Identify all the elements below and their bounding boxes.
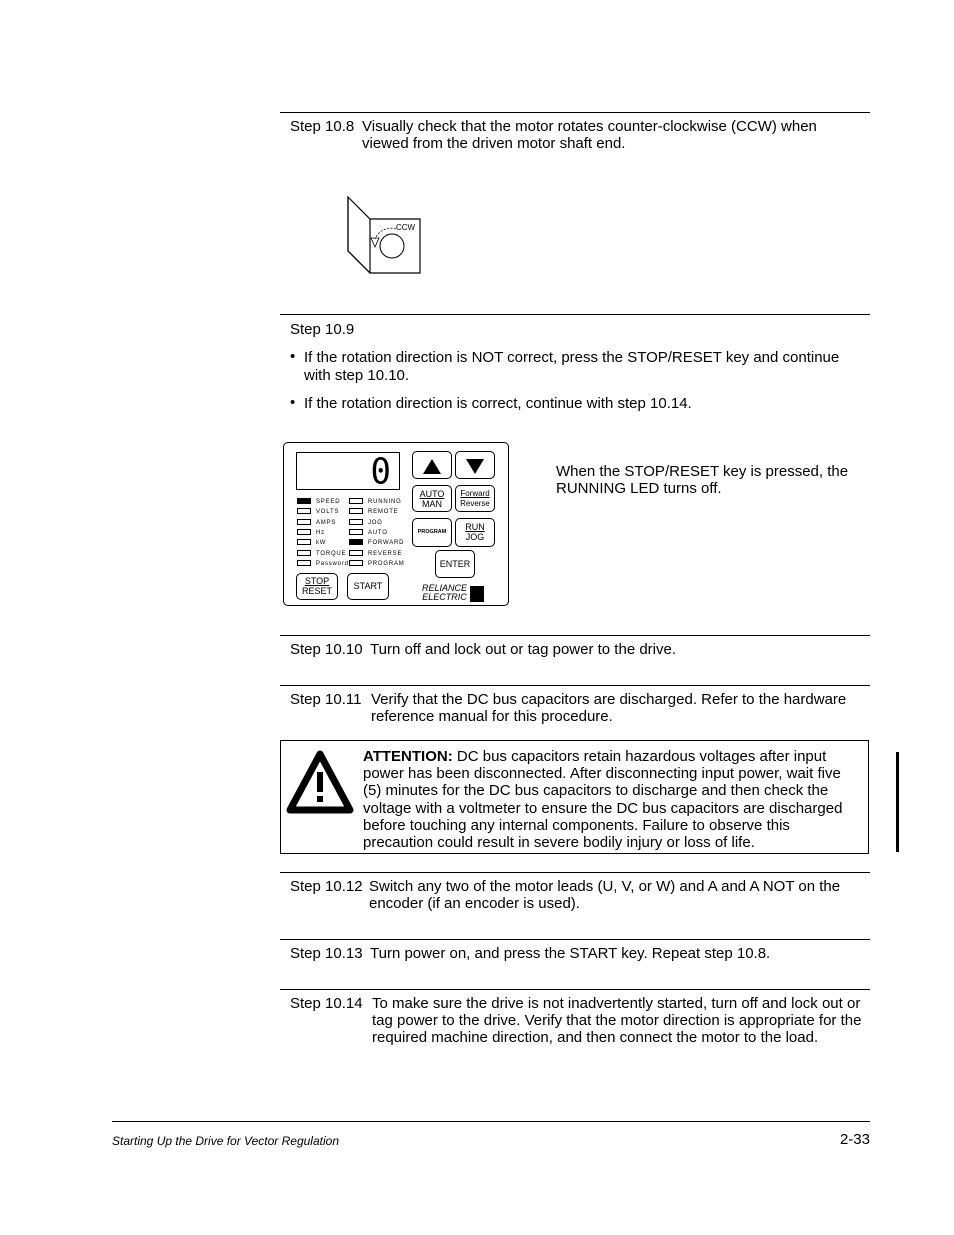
led-label: SPEED (316, 499, 341, 505)
led-label: AMPS (316, 519, 337, 526)
led-label: RUNNING (368, 499, 402, 505)
down-arrow-button (455, 451, 495, 479)
step-text: Verify that the DC bus capacitors are discharged. Refer to the hardware reference manual for this procedure. (371, 691, 847, 725)
bullet-item (290, 395, 860, 413)
key-label-bottom: Reverse (460, 499, 490, 508)
led-light (349, 508, 363, 514)
step-label: Step 10.9 (290, 321, 355, 338)
led-label: FORWARD (368, 540, 405, 547)
led-light (297, 539, 311, 545)
brand-line: ELECTRIC (422, 591, 467, 602)
program-button (412, 518, 452, 547)
led-light (297, 519, 311, 525)
step-10-14 (290, 995, 865, 1046)
run-jog-button (455, 518, 495, 547)
bullet-text: If the rotation direction is NOT correct, press the STOP/RESET key and continue with step 10.10. (304, 349, 840, 384)
change-bar (896, 752, 899, 852)
step-label: Step 10.13 (290, 945, 363, 962)
footer-divider (112, 1121, 870, 1122)
led-label: REVERSE (368, 550, 403, 557)
key-label-top: RUN (465, 522, 485, 532)
brand-line: RELIANCE (422, 583, 468, 593)
led-label: JOG (368, 519, 383, 526)
key-label: PROGRAM (417, 529, 447, 535)
up-arrow-icon (423, 459, 441, 474)
step-label: Step 10.11 (290, 691, 362, 708)
section-divider (280, 939, 870, 940)
bullet-text: If the rotation direction is correct, continue with step 10.14. (304, 395, 692, 412)
led-light (297, 550, 311, 556)
led-label: REMOTE (368, 509, 399, 516)
forward-reverse-button (455, 485, 495, 512)
up-arrow-button (412, 451, 452, 479)
step-10-8 (290, 118, 865, 152)
step-text: Turn off and lock out or tag power to the drive. (370, 641, 677, 658)
keypad-figure (283, 442, 509, 606)
step-10-13 (290, 945, 865, 962)
step-10-9 (290, 321, 865, 338)
key-label-top: STOP (304, 576, 330, 586)
led-light (349, 539, 363, 545)
key-label: START (353, 581, 383, 591)
attention-text (363, 748, 863, 851)
brand-name (422, 584, 467, 601)
led-light (297, 508, 311, 514)
led-light (349, 550, 363, 556)
step-label: Step 10.14 (290, 995, 363, 1012)
key-label-bottom: MAN (422, 499, 442, 509)
led-label: Hz (316, 529, 325, 536)
step-10-12 (290, 878, 865, 912)
bullet-icon: • (290, 394, 296, 411)
footer-title: Starting Up the Drive for Vector Regulation (112, 1134, 339, 1148)
attention-body: DC bus capacitors retain hazardous voltages after input power has been disconnected. After disconnecting input power, wait five (5) minutes for the DC bus capacitors to discharge and then check the voltage with a voltmeter to ensure the DC bus capacitors are discharged before touching any internal components. Failure to observe this precaution could result in severe bodily injury or loss of life. (363, 748, 843, 852)
led-light (349, 498, 363, 504)
step-text: Switch any two of the motor leads (U, V, or W) and A and A NOT on the encoder (if an encoder is used). (369, 878, 841, 912)
led-light (297, 560, 311, 566)
section-divider (280, 314, 870, 315)
section-divider (280, 112, 870, 113)
led-label: TORQUE (316, 550, 347, 557)
ccw-label: CCW (396, 223, 416, 232)
step-text: Turn power on, and press the START key. Repeat step 10.8. (370, 945, 771, 962)
key-label-top: Forward (460, 489, 490, 498)
led-light (349, 560, 363, 566)
led-label: Password (316, 560, 349, 567)
step-label: Step 10.10 (290, 641, 363, 658)
warning-icon (286, 750, 354, 814)
keypad-caption: When the STOP/RESET key is pressed, the RUNNING LED turns off. (556, 463, 849, 497)
down-arrow-icon (466, 459, 484, 474)
keypad-display (296, 451, 400, 493)
section-divider (280, 685, 870, 686)
key-label-top: AUTO (419, 489, 445, 499)
stop-reset-button (296, 573, 338, 600)
step-label: Step 10.8 (290, 118, 355, 135)
step-text: Visually check that the motor rotates counter-clockwise (CCW) when viewed from the driven motor shaft end. (362, 118, 817, 152)
led-label: VOLTS (316, 509, 340, 516)
bullet-icon: • (290, 348, 296, 365)
led-light (349, 519, 363, 525)
section-divider (280, 635, 870, 636)
section-divider (280, 989, 870, 990)
key-label: ENTER (439, 559, 471, 569)
led-label: AUTO (368, 529, 388, 536)
step-10-11 (290, 691, 865, 725)
key-label-bottom: RESET (301, 586, 332, 596)
step-label: Step 10.12 (290, 878, 363, 895)
led-label: kW (316, 540, 327, 547)
led-light (349, 529, 363, 535)
brand-logo-icon (470, 586, 484, 602)
start-button (347, 573, 389, 600)
attention-title: ATTENTION: (363, 748, 453, 765)
display-value: 0 (370, 451, 391, 493)
auto-man-button (412, 485, 452, 512)
bullet-item (290, 349, 860, 385)
step-10-10 (290, 641, 865, 658)
led-light (297, 498, 311, 504)
step-text: To make sure the drive is not inadvertently started, turn off and lock out or tag power to the drive. Verify that the motor direction is appropriate for the required machine direction, and then connect the motor to the load. (372, 995, 862, 1046)
section-divider (280, 872, 870, 873)
attention-box (280, 740, 869, 854)
led-label: PROGRAM (368, 560, 405, 567)
led-light (297, 529, 311, 535)
page-number: 2-33 (839, 1131, 870, 1148)
enter-button (435, 550, 475, 578)
key-label-bottom: JOG (465, 532, 485, 542)
motor-rotation-figure (346, 195, 424, 277)
